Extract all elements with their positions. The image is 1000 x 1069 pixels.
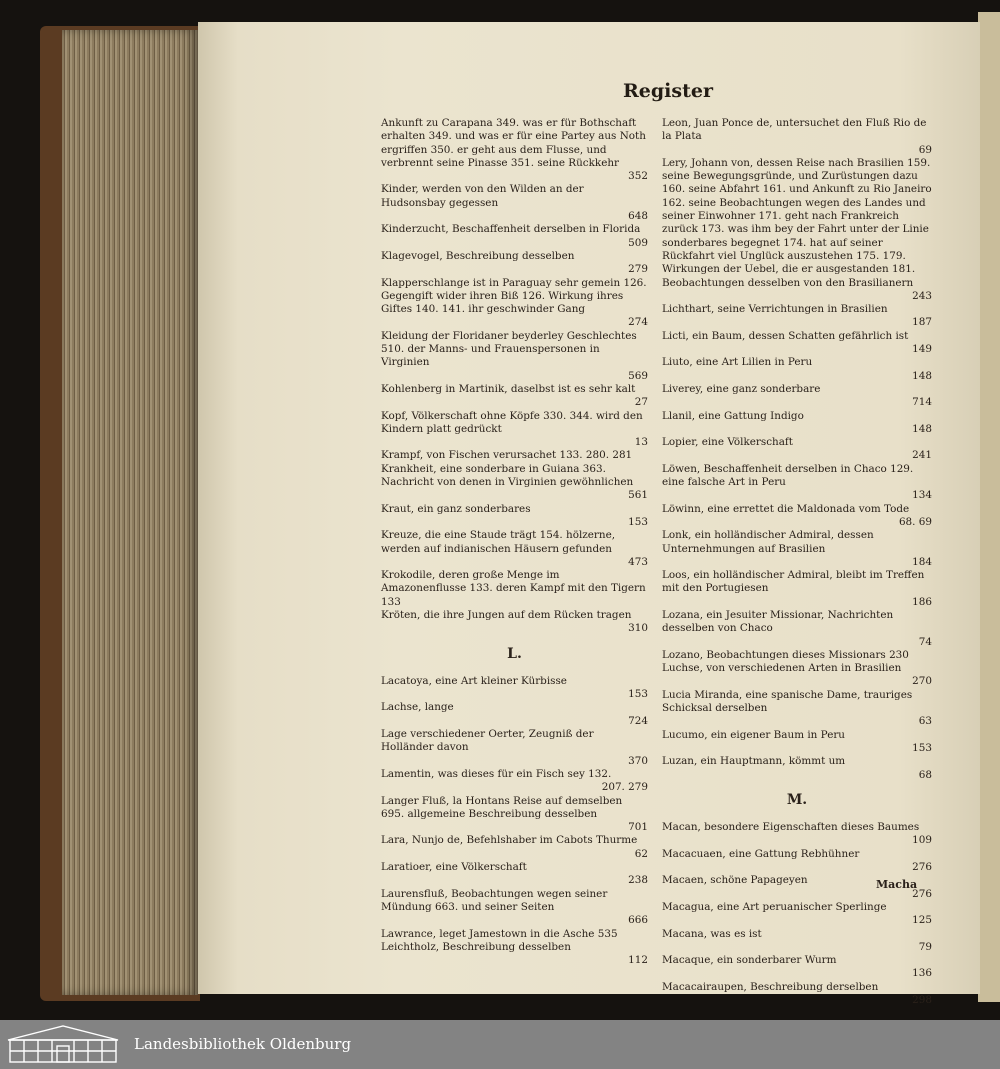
entry-page-number: 238 xyxy=(628,874,648,887)
index-entry xyxy=(662,330,932,357)
entry-page-number: 184 xyxy=(912,555,932,568)
entry-page-number: 186 xyxy=(912,595,932,608)
entry-text: Liuto, eine Art Lilien in Peru xyxy=(662,356,813,369)
entry-text: Lara, Nunjo de, Befehlshaber im Cabots Thurme xyxy=(381,834,638,847)
index-entry xyxy=(381,609,648,636)
entry-text: Krokodile, deren große Menge im Amazonenflusse 133. deren Kampf mit den Tigern 133 xyxy=(381,569,646,608)
index-entry xyxy=(662,383,932,410)
entry-text: Leichtholz, Beschreibung desselben xyxy=(381,940,571,953)
index-entry xyxy=(662,954,932,981)
entry-page-number: 74 xyxy=(918,635,932,648)
index-entry xyxy=(381,675,648,702)
entry-page-number: 569 xyxy=(628,369,648,382)
index-entry xyxy=(662,848,932,875)
index-entry xyxy=(381,503,648,530)
entry-page-number: 352 xyxy=(628,170,648,183)
entry-text: Kinder, werden von den Wilden an der Hudsonsbay gegessen xyxy=(381,183,584,209)
entry-text: Lacatoya, eine Art kleiner Kürbisse xyxy=(381,674,567,687)
entry-page-number: 109 xyxy=(912,834,932,847)
entry-text: Macacuaen, eine Gattung Rebhühner xyxy=(662,847,860,860)
entry-page-number: 648 xyxy=(628,210,648,223)
index-entry xyxy=(381,569,648,609)
entry-page-number: 279 xyxy=(628,263,648,276)
entry-text: Lage verschiedener Oerter, Zeugniß der Holländer davon xyxy=(381,728,594,754)
entry-page-number: 187 xyxy=(912,316,932,329)
entry-text: Lichthart, seine Verrichtungen in Brasilien xyxy=(662,303,888,316)
index-entry xyxy=(662,157,932,303)
entry-text: Macaque, ein sonderbarer Wurm xyxy=(662,954,837,967)
entry-text: Macacairaupen, Beschreibung derselben xyxy=(662,980,879,993)
index-entry xyxy=(381,223,648,250)
index-entry xyxy=(381,888,648,928)
index-entry xyxy=(662,649,932,662)
index-entry xyxy=(381,941,648,968)
entry-text: Langer Fluß, la Hontans Reise auf demselben 695. allgemeine Beschreibung desselben xyxy=(381,794,623,820)
entry-text: Macagua, eine Art peruanischer Sperlinge xyxy=(662,900,887,913)
entry-text: Kleidung der Floridaner beyderley Geschlechtes 510. der Manns- und Frauenspersonen in Virginien xyxy=(381,329,637,369)
entry-text: Macan, besondere Eigenschaften dieses Baumes xyxy=(662,821,920,834)
entry-text: Kraut, ein ganz sonderbares xyxy=(381,502,531,515)
entry-page-number: 473 xyxy=(628,555,648,568)
index-entry xyxy=(381,928,648,941)
index-entry xyxy=(662,689,932,729)
entry-text: Liverey, eine ganz sonderbare xyxy=(662,382,821,395)
entry-page-number: 68 xyxy=(918,768,932,781)
entry-page-number: 561 xyxy=(628,489,648,502)
index-entry xyxy=(662,755,932,782)
index-entry xyxy=(662,821,932,848)
entry-text: Lonk, ein holländischer Admiral, dessen Unternehmungen auf Brasilien xyxy=(662,529,874,555)
index-entry xyxy=(381,183,648,223)
left-column xyxy=(381,117,648,967)
index-entry xyxy=(662,503,932,530)
entry-page-number: 148 xyxy=(912,422,932,435)
index-entry xyxy=(381,463,648,503)
index-entry xyxy=(381,834,648,861)
entry-text: Lucia Miranda, eine spanische Dame, trauriges Schicksal derselben xyxy=(662,688,913,715)
entry-page-number: 149 xyxy=(912,343,932,356)
entry-text: Löwinn, eine errettet die Maldonada vom Tode xyxy=(662,502,910,515)
entry-text: Kreuze, die eine Staude trägt 154. hölzerne, werden auf indianischen Häusern gefunden xyxy=(381,529,616,555)
entry-page-number: 148 xyxy=(912,369,932,382)
entry-text: Lachse, lange xyxy=(381,701,454,714)
entry-text: Licti, ein Baum, dessen Schatten gefährlich ist xyxy=(662,329,909,342)
index-entry xyxy=(381,330,648,383)
index-entry xyxy=(381,410,648,450)
entry-page-number: 241 xyxy=(912,449,932,462)
entry-text: Lucumo, ein eigener Baum in Peru xyxy=(662,728,845,741)
index-entry xyxy=(381,449,648,462)
entry-text: Kinderzucht, Beschaffenheit derselben in Florida xyxy=(381,223,641,236)
entry-text: Lozano, Beobachtungen dieses Missionars 230 xyxy=(662,648,909,661)
entry-text: Lopier, eine Völkerschaft xyxy=(662,436,793,449)
index-entry xyxy=(381,861,648,888)
index-entry xyxy=(381,701,648,728)
entry-page-number: 153 xyxy=(628,688,648,701)
page-edges xyxy=(62,30,198,995)
entry-page-number: 68. 69 xyxy=(898,515,932,528)
entry-page-number: 724 xyxy=(628,714,648,727)
entry-page-number: 370 xyxy=(628,754,648,767)
entry-text: Kröten, die ihre Jungen auf dem Rücken tragen xyxy=(381,608,632,621)
entry-page-number: 69 xyxy=(918,143,932,156)
entry-page-number: 27 xyxy=(634,396,648,409)
entry-text: Lery, Johann von, dessen Reise nach Brasilien 159. seine Bewegungsgründe, und Zurüstungen dazu 160. seine Abfahrt 161. und Ankunft zu Rio Janeiro 162. seine Beobachtungen wegen des Landes und seiner Einwohner 171. geht nach Frankreich zurück 173. was ihm bey der Fahrt unter der Linie sonderbares begegnet 174. hat auf seiner Rückfahrt viel Unglück auszustehen 175. 179. Wirkungen der Uebel, die er ausgestanden 181. Beobachtungen desselben von den Brasilianern xyxy=(662,156,932,289)
entry-page-number: 701 xyxy=(628,821,648,834)
index-entry xyxy=(662,569,932,609)
entry-text: Krankheit, eine sonderbare in Guiana 363. Nachricht von denen in Virginien gewöhnlichen xyxy=(381,462,634,489)
index-entry xyxy=(381,277,648,330)
index-entry xyxy=(662,410,932,437)
entry-text: Lamentin, was dieses für ein Fisch sey 132. xyxy=(381,767,612,780)
page-header: Register xyxy=(623,80,713,102)
entry-text: Löwen, Beschaffenheit derselben in Chaco 129. eine falsche Art in Peru xyxy=(662,462,914,489)
entry-page-number: 136 xyxy=(912,967,932,980)
entry-page-number: 153 xyxy=(628,515,648,528)
index-entry xyxy=(381,795,648,835)
entry-text: Macana, was es ist xyxy=(662,927,762,940)
index-entry xyxy=(662,356,932,383)
entry-text: Kopf, Völkerschaft ohne Köpfe 330. 344. wird den Kindern platt gedrückt xyxy=(381,409,643,435)
entry-text: Laratioer, eine Völkerschaft xyxy=(381,861,527,874)
entry-text: Macaen, schöne Papageyen xyxy=(662,874,808,887)
index-entry xyxy=(662,609,932,649)
entry-text: Kohlenberg in Martinik, daselbst ist es sehr kalt xyxy=(381,382,636,395)
index-entry xyxy=(662,463,932,503)
entry-page-number: 63 xyxy=(918,715,932,728)
next-page-edge xyxy=(978,12,1000,1002)
index-entry xyxy=(662,901,932,928)
section-letter-l: L. xyxy=(507,645,522,662)
entry-text: Klagevogel, Beschreibung desselben xyxy=(381,249,575,262)
index-entry xyxy=(381,117,648,183)
entry-text: Llanil, eine Gattung Indigo xyxy=(662,409,804,422)
entry-page-number: 666 xyxy=(628,914,648,927)
entry-page-number: 270 xyxy=(912,675,932,688)
entry-text: Krampf, von Fischen verursachet 133. 280. 281 xyxy=(381,449,633,462)
index-entry xyxy=(662,303,932,330)
entry-page-number: 274 xyxy=(628,316,648,329)
entry-text: Luzan, ein Hauptmann, kömmt um xyxy=(662,755,846,768)
index-entry xyxy=(381,728,648,768)
entry-text: Lawrance, leget Jamestown in die Asche 535 xyxy=(381,927,618,940)
catchword: Macha xyxy=(876,878,918,891)
entry-page-number: 509 xyxy=(628,236,648,249)
entry-page-number: 153 xyxy=(912,741,932,754)
right-column xyxy=(662,117,932,1007)
index-entry xyxy=(381,768,648,795)
library-building-icon xyxy=(6,1024,120,1064)
index-entry xyxy=(662,981,932,1008)
section-letter-m: M. xyxy=(786,791,808,808)
entry-page-number: 310 xyxy=(628,622,648,635)
index-entry xyxy=(662,662,932,689)
library-name: Landesbibliothek Oldenburg xyxy=(134,1035,352,1053)
index-entry xyxy=(381,529,648,569)
entry-page-number: 62 xyxy=(634,847,648,860)
entry-page-number: 243 xyxy=(912,289,932,302)
index-entry xyxy=(662,928,932,955)
entry-page-number: 79 xyxy=(918,940,932,953)
entry-page-number: 207. 279 xyxy=(601,781,648,794)
entry-text: Laurensfluß, Beobachtungen wegen seiner Mündung 663. und seiner Seiten xyxy=(381,887,608,913)
entry-text: Leon, Juan Ponce de, untersuchet den Fluß Rio de la Plata xyxy=(662,117,927,143)
index-entry xyxy=(662,117,932,157)
entry-page-number: 112 xyxy=(628,954,648,967)
index-entry xyxy=(662,436,932,463)
index-entry xyxy=(381,250,648,277)
entry-page-number: 298 xyxy=(912,994,932,1006)
entry-page-number: 276 xyxy=(912,861,932,874)
entry-page-number: 134 xyxy=(912,489,932,502)
entry-text: Lozana, ein Jesuiter Missionar, Nachrichten desselben von Chaco xyxy=(662,608,894,635)
index-entry xyxy=(662,529,932,569)
entry-page-number: 125 xyxy=(912,914,932,927)
entry-text: Luchse, von verschiedenen Arten in Brasilien xyxy=(662,662,902,675)
index-entry xyxy=(381,383,648,410)
entry-page-number: 276 xyxy=(912,887,932,900)
entry-page-number: 714 xyxy=(912,396,932,409)
entry-text: Ankunft zu Carapana 349. was er für Bothschaft erhalten 349. und was er für eine Partey aus Noth ergriffen 350. er geht aus dem Flusse, und verbrennt seine Pinasse 351. seine Rückkehr xyxy=(381,117,646,169)
entry-text: Klapperschlange ist in Paraguay sehr gemein 126. Gegengift wider ihren Biß 126. Wirkung ihres Giftes 140. 141. ihr geschwinder Gang xyxy=(381,276,647,316)
index-entry xyxy=(662,729,932,756)
entry-page-number: 13 xyxy=(634,436,648,449)
entry-text: Loos, ein holländischer Admiral, bleibt im Treffen mit den Portugiesen xyxy=(662,569,925,595)
